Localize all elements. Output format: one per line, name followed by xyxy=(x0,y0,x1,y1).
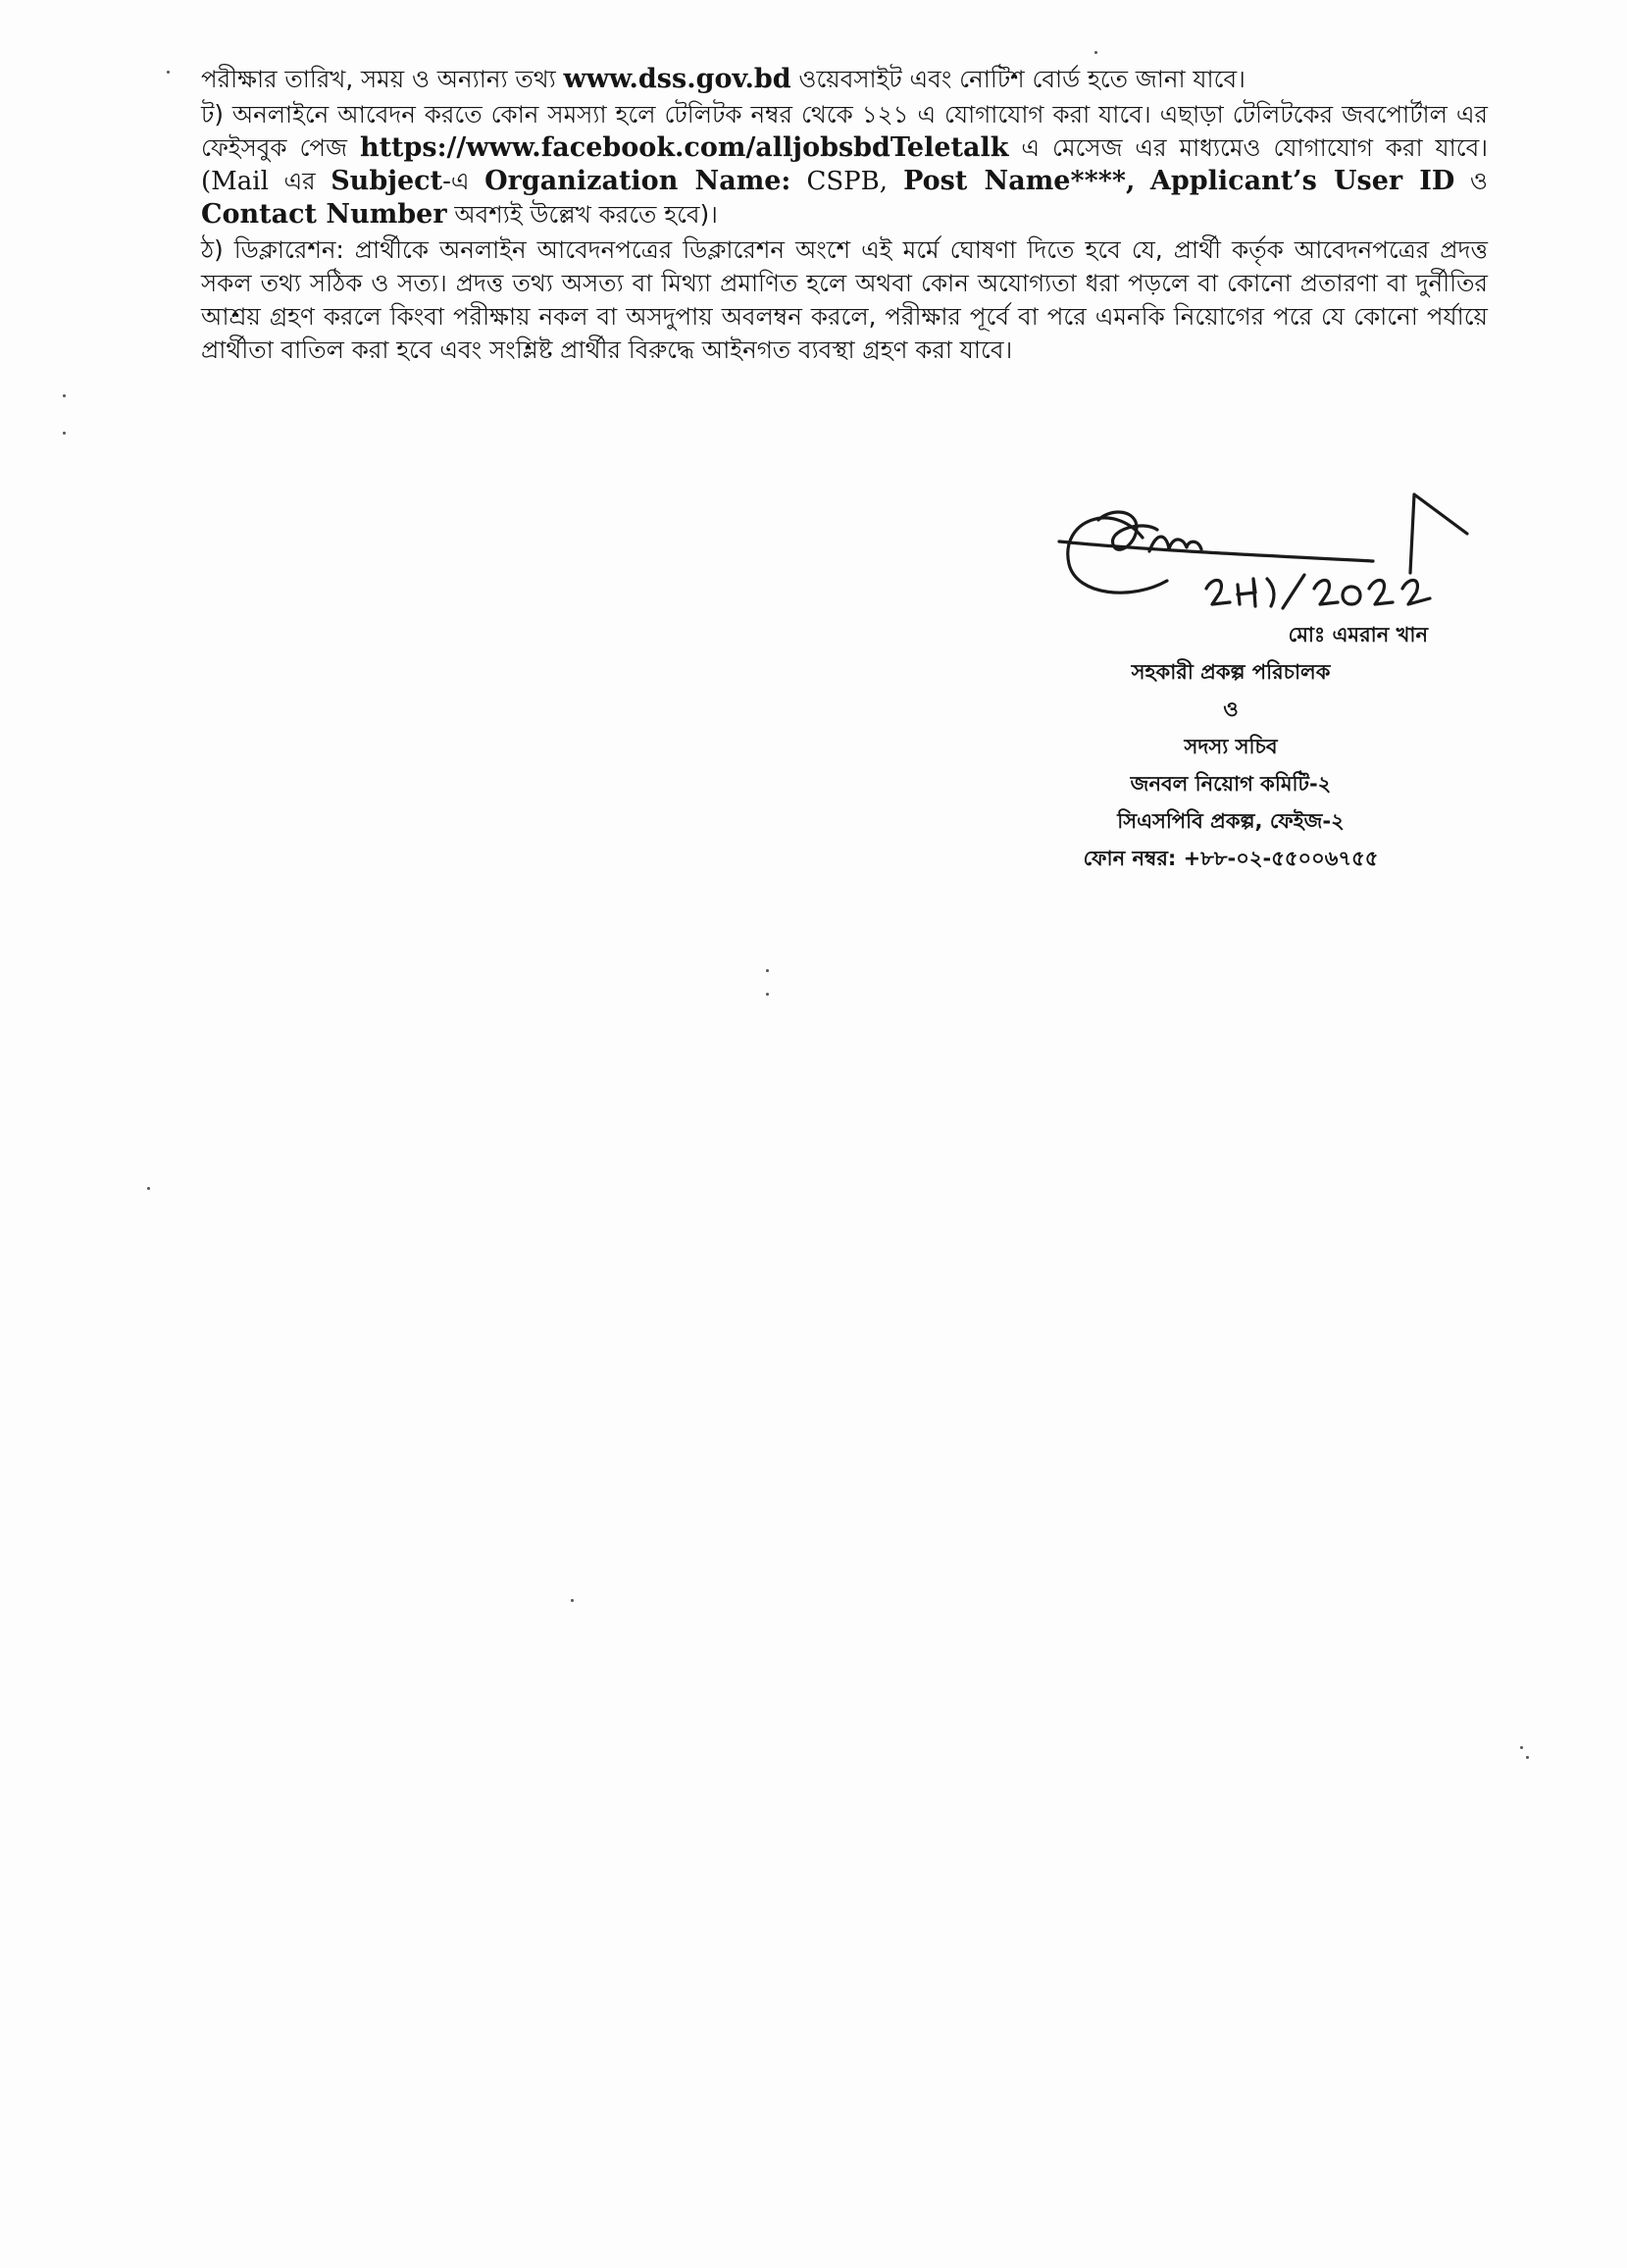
support-text-2: এ মেসেজ এর মাধ্যমেও যোগাযোগ করা যাবে। xyxy=(1008,133,1488,162)
user-id-label: Applicant’s User ID xyxy=(1149,166,1455,196)
signatory-name: মোঃ এমরান খান xyxy=(1288,623,1428,646)
support-text-7: অবশ্যই উল্লেখ করতে হবে)। xyxy=(446,200,718,229)
support-text-4: -এ xyxy=(442,167,485,195)
scan-speck xyxy=(766,969,769,972)
mail-word: (Mail xyxy=(201,167,269,196)
handwritten-signature xyxy=(1020,490,1510,628)
signatory-committee: জনবল নিয়োগ কমিটি-২ xyxy=(1130,772,1332,796)
signature-block xyxy=(1020,490,1510,870)
paragraph-tha xyxy=(201,233,1488,367)
scan-speck xyxy=(63,394,66,397)
signatory-designation: সহকারী প্রকল্প পরিচালক xyxy=(1131,660,1331,684)
signatory-conjunction: ও xyxy=(1223,697,1239,721)
scan-speck xyxy=(571,1599,574,1602)
declaration-text: ডিক্লারেশন: প্রার্থীকে অনলাইন আবেদনপত্রের ডিক্লারেশন অংশে এই মর্মে ঘোষণা দিতে হবে যে, প্রার্থী কর্তৃক আবেদনপত্রের প্রদত্ত সকল তথ্য সঠিক ও সত্য। প্রদত্ত তথ্য অসত্য বা মিথ্যা প্রমাণিত হলে অথবা কোন অযোগ্যতা ধরা পড়লে বা কোনো প্রতারণা বা দুর্নীতির আশ্রয় গ্রহণ করলে কিংবা পরীক্ষায় নকল বা অসদুপায় অবলম্বন করলে, পরীক্ষার পূর্বে বা পরে এমনকি নিয়োগের পরে যে কোনো পর্যায়ে প্রার্থীতা বাতিল করা হবে এবং সংশ্লিষ্ট প্রার্থীর বিরুদ্ধে আইনগত ব্যবস্থা গ্রহণ করা যাবে। xyxy=(201,235,1488,364)
support-text-3: এর xyxy=(268,167,331,195)
scan-speck xyxy=(63,432,66,435)
exam-info-text-end: ওয়েবসাইট এবং নোটিশ বোর্ড হতে জানা যাবে। xyxy=(790,65,1246,93)
notice-body xyxy=(201,63,1488,369)
scan-speck xyxy=(147,1187,150,1190)
spacer-text xyxy=(1135,167,1150,195)
item-label-tha: ঠ) xyxy=(201,235,234,264)
signatory-phone[interactable]: ফোন নম্বর: +৮৮-০২-৫৫০০৬৭৫৫ xyxy=(1083,847,1379,870)
scan-speck xyxy=(1520,1746,1523,1749)
exam-info-text: পরীক্ষার তারিখ, সময় ও অন্যান্য তথ্য xyxy=(201,65,564,93)
paragraph-exam-info xyxy=(201,63,1488,96)
item-label-ta: ট) xyxy=(201,100,232,129)
scan-speck xyxy=(167,71,170,74)
organization-label: Organization Name: xyxy=(484,166,791,196)
scan-speck xyxy=(1094,51,1097,54)
scan-speck xyxy=(1526,1756,1529,1759)
support-text: অনলাইনে আবেদন করতে কোন সমস্যা হলে টেলিটক নম্বর থেকে ১২১ এ যোগাযোগ করা যাবে। এছাড়া টেলিটকের জবপোর্টাল এর ফেইসবুক পেজ xyxy=(201,100,1488,162)
support-text-6: ও xyxy=(1454,167,1488,195)
signatory-project: সিএসপিবি প্রকল্প, ফেইজ-২ xyxy=(1117,809,1345,833)
signatory-member-secretary: সদস্য সচিব xyxy=(1184,735,1278,758)
signatory-details xyxy=(1020,616,1442,877)
paragraph-ta xyxy=(201,98,1488,232)
organization-value: CSPB, xyxy=(790,167,904,196)
contact-number-label: Contact Number xyxy=(201,199,447,230)
scan-speck xyxy=(766,993,769,996)
website-link[interactable]: www.dss.gov.bd xyxy=(563,64,791,94)
facebook-link[interactable]: https://www.facebook.com/alljobsbdTeletalk xyxy=(359,132,1009,163)
post-name-label: Post Name****, xyxy=(903,166,1136,196)
subject-word: Subject xyxy=(330,166,443,196)
